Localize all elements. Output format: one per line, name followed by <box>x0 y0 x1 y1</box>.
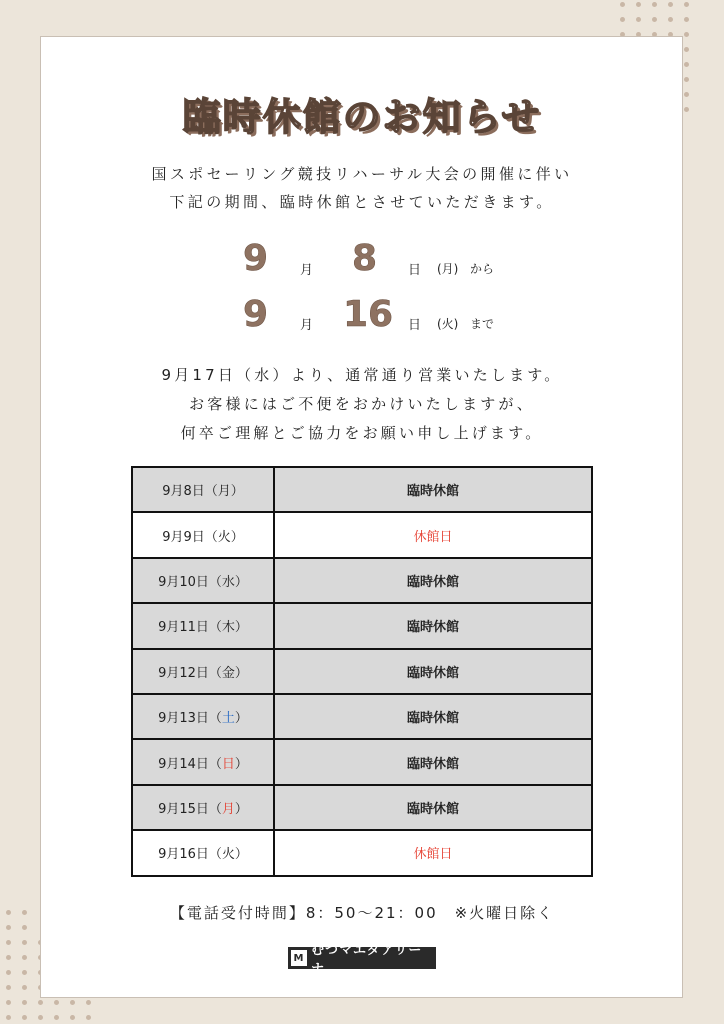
decorative-dot <box>6 970 11 975</box>
decorative-dot <box>22 925 27 930</box>
schedule-paren-close: ） <box>234 801 248 817</box>
decorative-dot <box>6 925 11 930</box>
decorative-dot <box>54 1015 59 1020</box>
schedule-status-cell: 休館日 <box>274 830 592 875</box>
end-day-unit: 日 <box>408 318 422 333</box>
schedule-paren-close: ） <box>230 484 244 500</box>
schedule-date: 9月9日 <box>162 529 205 545</box>
end-month-unit: 月 <box>300 318 314 333</box>
start-weekday: (月) <box>437 262 459 276</box>
schedule-date-cell <box>132 739 274 784</box>
end-weekday: (火) <box>437 317 459 331</box>
schedule-paren-close: ） <box>230 529 244 545</box>
schedule-date: 9月13日 <box>158 711 209 727</box>
table-row <box>132 558 592 603</box>
schedule-date-cell <box>132 649 274 694</box>
decorative-dot <box>636 17 641 22</box>
decorative-dot <box>22 940 27 945</box>
phone-hours: 【電話受付時間】8：50～21：00 ※火曜日除く <box>169 904 555 922</box>
decorative-dot <box>70 1015 75 1020</box>
schedule-paren-open: （ <box>208 574 222 590</box>
decorative-dot <box>636 2 641 7</box>
table-row <box>132 603 592 648</box>
schedule-status-cell: 休館日 <box>274 512 592 557</box>
intro-line-1: 国スポセーリング競技リハーサル大会の開催に伴い <box>151 165 573 183</box>
intro-line-2: 下記の期間、臨時休館とさせていただきます。 <box>169 193 555 211</box>
start-suffix: から <box>470 262 495 276</box>
schedule-paren-open: （ <box>208 756 222 772</box>
schedule-date-cell <box>132 467 274 512</box>
schedule-paren-open: （ <box>208 620 222 636</box>
schedule-status-cell: 臨時休館 <box>274 467 592 512</box>
table-row <box>132 739 592 784</box>
schedule-date: 9月8日 <box>162 484 205 500</box>
notice-line-1: 9月17日（水）より、通常通り営業いたします。 <box>161 366 563 384</box>
start-day: 8 <box>352 238 378 279</box>
schedule-date-cell <box>132 694 274 739</box>
decorative-dot <box>652 17 657 22</box>
schedule-date-cell <box>132 512 274 557</box>
schedule-date-cell <box>132 558 274 603</box>
table-row <box>132 512 592 557</box>
decorative-dot <box>620 17 625 22</box>
decorative-dot <box>38 1000 43 1005</box>
decorative-dot <box>38 1015 43 1020</box>
schedule-status-cell: 臨時休館 <box>274 739 592 784</box>
schedule-paren-close: ） <box>234 847 248 863</box>
schedule-weekday: 土 <box>221 711 235 727</box>
table-row <box>132 694 592 739</box>
schedule-date: 9月15日 <box>158 801 209 817</box>
schedule-weekday: 月 <box>217 484 231 500</box>
end-day: 16 <box>343 294 394 335</box>
table-row <box>132 649 592 694</box>
schedule-date: 9月14日 <box>158 756 209 772</box>
schedule-date: 9月12日 <box>158 665 209 681</box>
decorative-dot <box>684 32 689 37</box>
logo-mark-icon: M <box>291 950 307 966</box>
schedule-weekday: 金 <box>221 665 235 681</box>
schedule-weekday: 月 <box>221 801 235 817</box>
decorative-dot <box>22 970 27 975</box>
decorative-dot <box>54 1000 59 1005</box>
page-title: 臨時休館のお知らせ <box>182 95 542 139</box>
schedule-paren-close: ） <box>234 620 248 636</box>
schedule-paren-close: ） <box>234 756 248 772</box>
schedule-paren-open: （ <box>208 847 222 863</box>
table-row <box>132 467 592 512</box>
decorative-dot <box>620 2 625 7</box>
schedule-date-cell <box>132 603 274 648</box>
schedule-weekday: 火 <box>217 529 231 545</box>
schedule-paren-close: ） <box>234 665 248 681</box>
decorative-dot <box>6 1000 11 1005</box>
schedule-status-cell: 臨時休館 <box>274 785 592 830</box>
decorative-dot <box>86 1015 91 1020</box>
decorative-dot <box>652 2 657 7</box>
closure-schedule-table <box>131 466 593 877</box>
decorative-dot <box>684 47 689 52</box>
schedule-status-cell: 臨時休館 <box>274 603 592 648</box>
decorative-dot <box>22 985 27 990</box>
schedule-date-cell <box>132 830 274 875</box>
schedule-paren-open: （ <box>204 484 218 500</box>
schedule-weekday: 木 <box>221 620 235 636</box>
decorative-dot <box>70 1000 75 1005</box>
decorative-dot <box>684 17 689 22</box>
decorative-dot <box>22 1015 27 1020</box>
schedule-paren-open: （ <box>208 711 222 727</box>
start-month-unit: 月 <box>300 263 314 278</box>
schedule-paren-close: ） <box>234 711 248 727</box>
schedule-status-cell: 臨時休館 <box>274 649 592 694</box>
schedule-weekday: 火 <box>221 847 235 863</box>
decorative-dot <box>668 17 673 22</box>
notice-line-3: 何卒ご理解とご協力をお願い申し上げます。 <box>180 424 544 442</box>
decorative-dot <box>22 955 27 960</box>
decorative-dot <box>6 1015 11 1020</box>
schedule-weekday: 日 <box>221 756 235 772</box>
schedule-date: 9月10日 <box>158 574 209 590</box>
decorative-dot <box>6 985 11 990</box>
schedule-date-cell <box>132 785 274 830</box>
schedule-paren-close: ） <box>234 574 248 590</box>
decorative-dot <box>6 955 11 960</box>
end-suffix: まで <box>470 317 495 331</box>
schedule-weekday: 水 <box>221 574 235 590</box>
end-month: 9 <box>243 294 269 335</box>
decorative-dot <box>668 2 673 7</box>
table-row <box>132 785 592 830</box>
table-row <box>132 830 592 875</box>
logo-text: むつマエダアリーナ <box>310 943 423 977</box>
decorative-dot <box>684 2 689 7</box>
decorative-dot <box>22 1000 27 1005</box>
schedule-paren-open: （ <box>208 665 222 681</box>
start-day-unit: 日 <box>408 263 422 278</box>
schedule-status-cell: 臨時休館 <box>274 558 592 603</box>
schedule-date: 9月16日 <box>158 847 209 863</box>
decorative-dot <box>86 1000 91 1005</box>
schedule-paren-open: （ <box>204 529 218 545</box>
start-month: 9 <box>243 238 269 279</box>
schedule-status-cell: 臨時休館 <box>274 694 592 739</box>
facility-logo <box>288 943 436 977</box>
schedule-paren-open: （ <box>208 801 222 817</box>
notice-line-2: お客様にはご不便をおかけいたしますが、 <box>189 395 535 413</box>
decorative-dot <box>6 940 11 945</box>
decorative-dot <box>684 62 689 67</box>
decorative-dot <box>684 77 689 82</box>
schedule-date: 9月11日 <box>158 620 209 636</box>
